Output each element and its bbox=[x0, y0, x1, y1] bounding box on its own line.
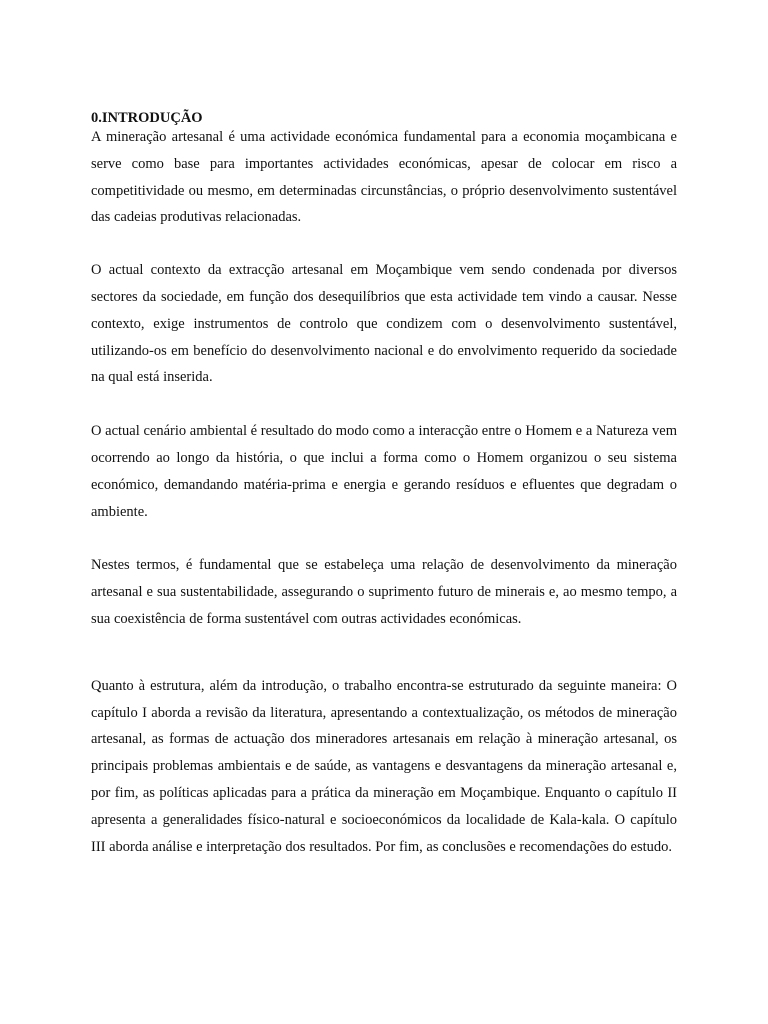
paragraph-2: O actual contexto da extracção artesanal em Moçambique vem sendo condenada por diversos sectores da sociedade, em função dos desequilíbrios que esta actividade tem vindo a causar. Nesse contexto, exige instrumentos de controlo que condizem com o desenvolvimento sustentável, utilizando-os em benefício do desenvolvimento nacional e do envolvimento requerido da sociedade na qual está inserida. bbox=[91, 262, 677, 386]
paragraph-1: A mineração artesanal é uma actividade económica fundamental para a economia moçambicana e serve como base para importantes actividades económicas, apesar de colocar em risco a competitividade ou mesmo, em determinadas circunstâncias, o próprio desenvolvimento sustentável das cadeias produtivas relacionadas. bbox=[91, 129, 677, 226]
paragraph-5: Quanto à estrutura, além da introdução, o trabalho encontra-se estruturado da seguinte maneira: O capítulo I aborda a revisão da literatura, apresentando a contextualização, os métodos de mineração artesanal, as formas de actuação dos mineradores artesanais em relação à mineração artesanal, os principais problemas ambientais e de saúde, as vantagens e desvantagens da mineração artesanal e, por fim, as políticas aplicadas para a prática da mineração em Moçambique. Enquanto o capítulo II apresenta a generalidades físico-natural e socioeconómicos da localidade de Kala-kala. O capítulo III aborda análise e interpretação dos resultados. Por fim, as conclusões e recomendações do estudo. bbox=[91, 677, 677, 855]
paragraph-4: Nestes termos, é fundamental que se estabeleça uma relação de desenvolvimento da mineração artesanal e sua sustentabilidade, assegurando o suprimento futuro de minerais e, ao mesmo tempo, a sua coexistência de forma sustentável com outras actividades económicas. bbox=[91, 557, 677, 627]
section-heading: 0.INTRODUÇÃO bbox=[91, 110, 203, 126]
paragraph-3: O actual cenário ambiental é resultado do modo como a interacção entre o Homem e a Natureza vem ocorrendo ao longo da história, o que inclui a forma como o Homem organizou o seu sistema económico, demandando matéria-prima e energia e gerando resíduos e efluentes que degradam o ambiente. bbox=[91, 423, 677, 520]
document-body bbox=[91, 110, 677, 860]
